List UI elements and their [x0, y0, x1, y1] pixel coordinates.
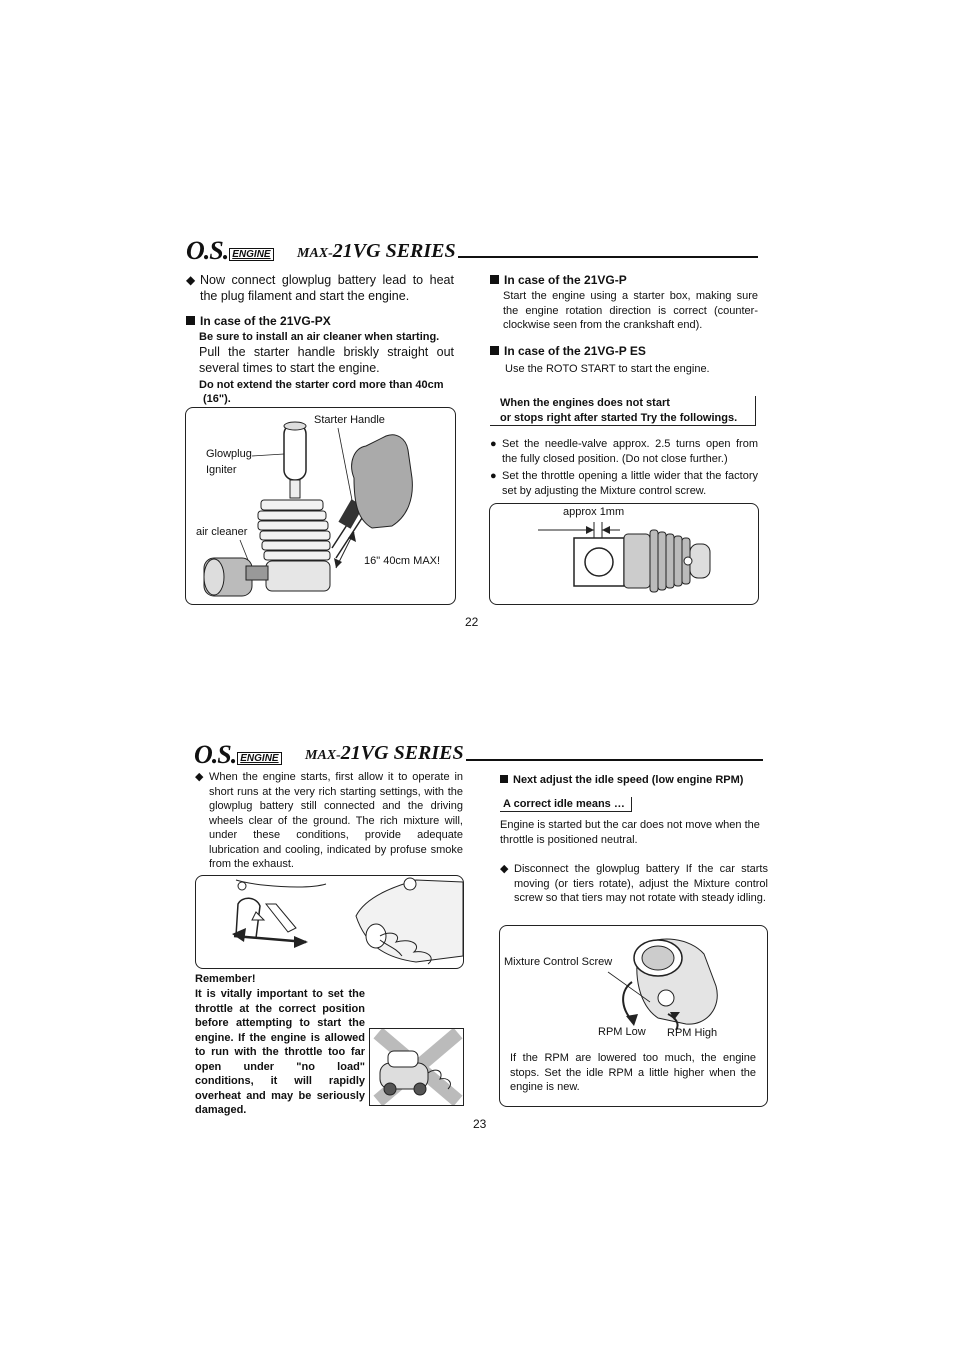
correct-idle-box: A correct idle means …	[500, 797, 632, 812]
px-instructions: Pull the starter handle briskly straight out several times to start the engine.	[199, 345, 454, 375]
engine-starter-illustration	[186, 408, 455, 604]
max-length-label: 16" 40cm MAX!	[364, 555, 441, 567]
square-bullet-icon	[490, 346, 499, 355]
approx-gap-label: approx 1mm	[563, 506, 625, 518]
rpm-low-label: RPM Low	[598, 1026, 646, 1038]
square-bullet-icon	[500, 775, 508, 783]
idle-heading: Next adjust the idle speed (low engine RPM)	[500, 773, 743, 788]
series-title: MAX-21VG SERIES	[297, 240, 456, 262]
diamond-bullet-icon: ◆	[500, 863, 509, 875]
rpm-note: If the RPM are lowered too much, the engine stops. Set the idle RPM a little higher when the engine is new.	[510, 1052, 756, 1093]
engine-smoke-illustration	[196, 876, 463, 968]
page-number-22: 22	[465, 615, 479, 629]
title-rule-2	[466, 759, 763, 761]
starter-handle-label: Starter Handle	[314, 414, 385, 426]
px-note-air-cleaner: Be sure to install an air cleaner when starting.	[199, 331, 440, 343]
glowplug-label: Glowplug	[206, 448, 252, 460]
engine-start-paragraph: ◆ When the engine starts, first allow it to operate in short runs at the very rich starting settings, with the glowplug battery still connected and the driving wheels clear of the ground. The rich mixture will, under these conditions, provide adequate lubrication and cooling, indicated by profuse smoke from the exhaust.	[195, 771, 463, 870]
remember-title: Remember!	[195, 973, 256, 985]
troubleshoot-bullet-1: ● Set the needle-valve approx. 2.5 turns open from the fully closed position. (Do not close further.)	[490, 438, 758, 465]
dot-bullet-icon: ●	[490, 438, 497, 450]
px-heading: In case of the 21VG-PX	[186, 314, 331, 328]
mixture-figure	[499, 925, 768, 1107]
title-rule	[458, 256, 758, 258]
throttle-gap-illustration	[490, 504, 758, 604]
px-note-cord-1: Do not extend the starter cord more than 40cm	[199, 379, 444, 391]
square-bullet-icon	[186, 316, 195, 325]
overheat-figure	[369, 1028, 464, 1106]
os-engine-logo-2: O.S. ENGINE	[194, 740, 282, 770]
os-engine-logo: O.S. ENGINE	[186, 236, 274, 266]
disconnect-paragraph: ◆ Disconnect the glowplug battery If the car starts moving (or tiers rotate), adjust the Mixture control screw so that tiers may not rotate with steady idling.	[500, 863, 768, 904]
correct-idle-text: Engine is started but the car does not move when the throttle is positioned neutral.	[500, 819, 760, 846]
remember-warning: It is vitally important to set the throttle at the correct position before attempting to start the engine. If the engine is allowed to run with the throttle too far open under "no load" conditions, it will rapidly overheat and may be seriously damaged.	[195, 988, 365, 1116]
igniter-label: Igniter	[206, 464, 237, 476]
page-number-23: 23	[473, 1117, 487, 1131]
square-bullet-icon	[490, 275, 499, 284]
pes-heading: In case of the 21VG-P ES	[490, 344, 646, 358]
air-cleaner-label: air cleaner	[196, 526, 248, 538]
diamond-bullet-icon: ◆	[186, 273, 196, 287]
mixture-screw-label: Mixture Control Screw	[504, 956, 613, 968]
px-note-cord-2: (16").	[203, 393, 231, 405]
diamond-bullet-icon: ◆	[195, 771, 204, 783]
p-instructions: Start the engine using a starter box, making sure the engine rotation direction is correct (counter-clockwise seen from the crankshaft end).	[503, 290, 758, 331]
throttle-figure	[489, 503, 759, 605]
troubleshoot-bullet-2: ● Set the throttle opening a little wider that the factory set by adjusting the Mixture control screw.	[490, 470, 758, 497]
pes-instructions: Use the ROTO START to start the engine.	[505, 363, 710, 375]
no-start-box: When the engines does not start or stops right after started Try the followings.	[490, 396, 756, 426]
series-title-2: MAX-21VG SERIES	[305, 742, 464, 764]
smoke-figure	[195, 875, 464, 969]
dot-bullet-icon: ●	[490, 470, 497, 482]
rpm-high-label: RPM High	[667, 1027, 718, 1039]
overheat-car-illustration	[370, 1029, 463, 1105]
intro-paragraph: ◆ Now connect glowplug battery lead to heat the plug filament and start the engine.	[186, 273, 454, 303]
p-heading: In case of the 21VG-P	[490, 273, 627, 287]
starter-figure	[185, 407, 456, 605]
